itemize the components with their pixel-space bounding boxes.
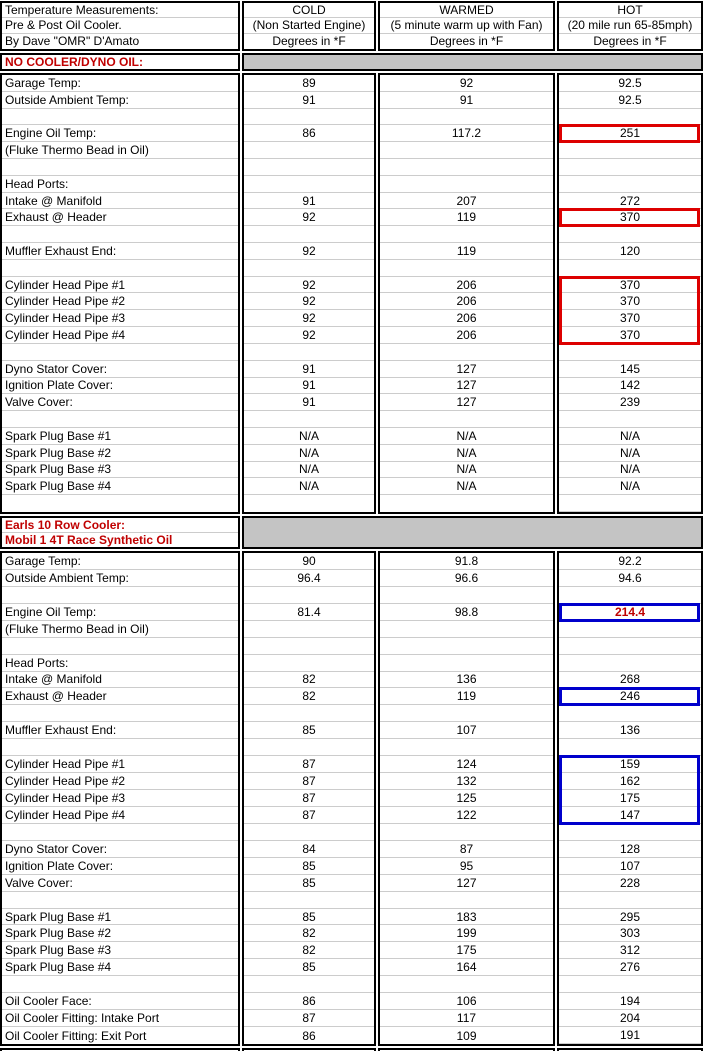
- cell-cold: [244, 976, 374, 993]
- header-title: Temperature Measurements:: [2, 3, 238, 18]
- cell-hot: 92.5: [559, 75, 701, 92]
- cell-warmed: 164: [380, 959, 553, 976]
- cell-warmed: [380, 159, 553, 176]
- cell-warmed: 207: [380, 193, 553, 210]
- row-label: Spark Plug Base #2: [2, 925, 238, 942]
- row-label: Outside Ambient Temp:: [2, 570, 238, 587]
- cell-warmed: 127: [380, 361, 553, 378]
- row-label: [2, 705, 238, 722]
- cell-hot: 295: [559, 909, 701, 926]
- col-hot-unit: Degrees in *F: [593, 34, 667, 49]
- cell-hot: 128: [559, 841, 701, 858]
- cell-warmed: N/A: [380, 445, 553, 462]
- cell-hot: [559, 621, 701, 638]
- cell-hot: 142: [559, 378, 701, 395]
- cell-hot: [559, 226, 701, 243]
- cell-warmed: 119: [380, 688, 553, 705]
- col-hot-title: HOT: [559, 3, 701, 18]
- cell-cold: 89: [244, 75, 374, 92]
- cell-hot: 312: [559, 942, 701, 959]
- cell-warmed: 119: [380, 243, 553, 260]
- cell-hot: 159: [559, 756, 701, 773]
- row-label: Oil Cooler Face:: [2, 993, 238, 1010]
- cell-cold: [244, 411, 374, 428]
- cell-hot: [559, 411, 701, 428]
- cell-cold: 92: [244, 209, 374, 226]
- cell-hot: 276: [559, 959, 701, 976]
- section-2-warmed-column: [378, 551, 555, 1046]
- row-label: Spark Plug Base #2: [2, 445, 238, 462]
- cell-hot: [559, 260, 701, 277]
- cell-cold: 91: [244, 394, 374, 411]
- row-label: (Fluke Thermo Bead in Oil): [2, 142, 238, 159]
- section-1-warmed-column: [378, 73, 555, 514]
- cell-cold: 86: [244, 125, 374, 142]
- row-label: Garage Temp:: [2, 553, 238, 570]
- cell-warmed: [380, 109, 553, 126]
- cell-warmed: 87: [380, 841, 553, 858]
- header-label-block: [0, 1, 240, 51]
- row-label: Spark Plug Base #1: [2, 909, 238, 926]
- cell-warmed: [380, 142, 553, 159]
- row-label: Oil Cooler Fitting: Exit Port: [5, 1028, 147, 1043]
- col-warmed-unit: Degrees in *F: [429, 34, 504, 49]
- cell-hot: [559, 176, 701, 193]
- cell-hot: 370: [559, 310, 701, 327]
- cell-warmed: 95: [380, 858, 553, 875]
- cell-hot: [559, 159, 701, 176]
- cell-cold: 90: [244, 553, 374, 570]
- row-label: Spark Plug Base #4: [2, 959, 238, 976]
- cell-warmed: 92: [380, 75, 553, 92]
- cell-cold: 85: [244, 875, 374, 892]
- section-2-hot-column: [557, 551, 703, 1046]
- section-title: NO COOLER/DYNO OIL:: [5, 55, 143, 69]
- cell-hot: N/A: [559, 478, 701, 495]
- col-cold-condition: (Non Started Engine): [244, 18, 374, 33]
- cell-cold: 85: [244, 909, 374, 926]
- cell-cold: N/A: [244, 462, 374, 479]
- cell-cold: 85: [244, 858, 374, 875]
- section-1-cold-column: [242, 73, 376, 514]
- section-1-label-column: [0, 73, 240, 514]
- header-col-hot: [557, 1, 703, 51]
- cell-hot: 370: [559, 277, 701, 294]
- cell-warmed: 119: [380, 209, 553, 226]
- section-1-band-fill: [242, 53, 703, 71]
- cell-cold: [244, 892, 374, 909]
- cell-warmed: [380, 824, 553, 841]
- cell-warmed: 127: [380, 394, 553, 411]
- cell-hot: 191: [559, 1027, 701, 1044]
- cell-hot: 162: [559, 773, 701, 790]
- cell-hot: 303: [559, 925, 701, 942]
- cell-warmed: N/A: [380, 478, 553, 495]
- section-1-hot-column: [557, 73, 703, 514]
- row-label: Spark Plug Base #4: [2, 478, 238, 495]
- cell-warmed: [380, 176, 553, 193]
- cell-cold: [244, 587, 374, 604]
- row-label: [2, 109, 238, 126]
- cell-cold: [244, 344, 374, 361]
- row-label: Outside Ambient Temp:: [2, 92, 238, 109]
- row-label: [2, 495, 238, 512]
- cell-warmed: [380, 226, 553, 243]
- cell-cold: 91: [244, 92, 374, 109]
- row-label: [2, 226, 238, 243]
- cell-warmed: 109: [456, 1028, 477, 1043]
- row-label: Cylinder Head Pipe #1: [2, 756, 238, 773]
- cell-hot: N/A: [559, 428, 701, 445]
- cell-hot: 370: [559, 209, 701, 226]
- cell-hot: 194: [559, 993, 701, 1010]
- cell-warmed: 206: [380, 277, 553, 294]
- cell-cold: 91: [244, 193, 374, 210]
- cell-warmed: 91: [380, 92, 553, 109]
- cell-hot: 370: [559, 293, 701, 310]
- col-hot-condition: (20 mile run 65-85mph): [559, 18, 701, 33]
- section-2-cold-column: [242, 551, 376, 1046]
- cell-hot: 147: [559, 807, 701, 824]
- cell-cold: 87: [244, 773, 374, 790]
- cell-warmed: 183: [380, 909, 553, 926]
- col-warmed-condition: (5 minute warm up with Fan): [380, 18, 553, 33]
- cell-cold: 92: [244, 277, 374, 294]
- row-label: Muffler Exhaust End:: [2, 243, 238, 260]
- cell-warmed: [380, 739, 553, 756]
- section-2-data-grid: [0, 551, 703, 1046]
- cell-warmed: [380, 344, 553, 361]
- cell-cold: 92: [244, 327, 374, 344]
- row-label: Spark Plug Base #3: [2, 462, 238, 479]
- cell-hot: [559, 587, 701, 604]
- cell-hot: 204: [559, 1010, 701, 1027]
- row-label: Ignition Plate Cover:: [2, 858, 238, 875]
- cell-cold: 85: [244, 959, 374, 976]
- cell-hot: 120: [559, 243, 701, 260]
- cell-warmed: 206: [380, 293, 553, 310]
- cell-warmed: 175: [380, 942, 553, 959]
- cell-hot: N/A: [559, 462, 701, 479]
- cell-hot: 268: [559, 672, 701, 689]
- row-label: Cylinder Head Pipe #1: [2, 277, 238, 294]
- row-label: [2, 411, 238, 428]
- cell-warmed: [380, 638, 553, 655]
- row-label: [2, 638, 238, 655]
- cell-cold: [244, 495, 374, 512]
- row-label: Cylinder Head Pipe #3: [2, 310, 238, 327]
- row-label: Engine Oil Temp:: [2, 604, 238, 621]
- cell-hot: 214.4: [559, 604, 701, 621]
- cell-warmed: N/A: [380, 428, 553, 445]
- row-label: Cylinder Head Pipe #4: [2, 327, 238, 344]
- header-col-warmed: [378, 1, 555, 51]
- row-label: Cylinder Head Pipe #3: [2, 790, 238, 807]
- row-label: [2, 344, 238, 361]
- row-label: Spark Plug Base #3: [2, 942, 238, 959]
- cell-hot: 94.6: [559, 570, 701, 587]
- cell-warmed: 117: [380, 1010, 553, 1027]
- row-label: Cylinder Head Pipe #2: [2, 293, 238, 310]
- row-label: (Fluke Thermo Bead in Oil): [2, 621, 238, 638]
- cell-warmed: 96.6: [380, 570, 553, 587]
- row-label: Garage Temp:: [2, 75, 238, 92]
- row-label: Oil Cooler Fitting: Intake Port: [2, 1010, 238, 1027]
- cell-cold: [244, 739, 374, 756]
- row-label: [2, 159, 238, 176]
- cell-warmed: [380, 705, 553, 722]
- header-subtitle: Pre & Post Oil Cooler.: [2, 18, 238, 33]
- row-label: Dyno Stator Cover:: [2, 841, 238, 858]
- cell-cold: 82: [244, 672, 374, 689]
- cell-cold: 87: [244, 1010, 374, 1027]
- row-label: Head Ports:: [2, 176, 238, 193]
- section-1-title-cell: [0, 53, 240, 71]
- cell-warmed: 206: [380, 310, 553, 327]
- cell-warmed: [380, 976, 553, 993]
- col-cold-unit: Degrees in *F: [272, 34, 346, 49]
- cell-hot: [559, 892, 701, 909]
- row-label: [2, 587, 238, 604]
- cell-cold: [244, 176, 374, 193]
- row-label: Spark Plug Base #1: [2, 428, 238, 445]
- cell-warmed: 127: [380, 875, 553, 892]
- section-2-title-band: [0, 516, 703, 549]
- row-label: [2, 976, 238, 993]
- cell-hot: [559, 705, 701, 722]
- cell-cold: 86: [302, 1028, 316, 1043]
- cell-warmed: 91.8: [380, 553, 553, 570]
- section-2-label-column: [0, 551, 240, 1046]
- row-label: Valve Cover:: [2, 394, 238, 411]
- cell-cold: 87: [244, 756, 374, 773]
- cell-warmed: 117.2: [380, 125, 553, 142]
- cell-hot: N/A: [559, 445, 701, 462]
- cell-cold: [244, 260, 374, 277]
- section-2-band-fill: [242, 516, 703, 549]
- cell-hot: [559, 142, 701, 159]
- cell-warmed: 124: [380, 756, 553, 773]
- cell-hot: 92.5: [559, 92, 701, 109]
- cell-warmed: [380, 655, 553, 672]
- cell-hot: [559, 495, 701, 512]
- row-label: Engine Oil Temp:: [2, 125, 238, 142]
- section-title: Mobil 1 4T Race Synthetic Oil: [5, 532, 173, 547]
- section-1-title-band: [0, 53, 703, 71]
- cell-warmed: 132: [380, 773, 553, 790]
- row-label: Cylinder Head Pipe #2: [2, 773, 238, 790]
- cell-hot: [559, 109, 701, 126]
- cell-warmed: 125: [380, 790, 553, 807]
- cell-hot: 272: [559, 193, 701, 210]
- cell-warmed: 106: [380, 993, 553, 1010]
- cell-warmed: 206: [380, 327, 553, 344]
- cell-cold: 92: [244, 243, 374, 260]
- row-label: Valve Cover:: [2, 875, 238, 892]
- cell-cold: [244, 159, 374, 176]
- cell-warmed: [380, 587, 553, 604]
- cell-hot: 145: [559, 361, 701, 378]
- cell-cold: [244, 705, 374, 722]
- cell-cold: [244, 655, 374, 672]
- cell-cold: N/A: [244, 478, 374, 495]
- cell-warmed: 107: [380, 722, 553, 739]
- cell-hot: 136: [559, 722, 701, 739]
- cell-hot: [559, 976, 701, 993]
- cell-hot: 107: [559, 858, 701, 875]
- cell-cold: 86: [244, 993, 374, 1010]
- cell-cold: 82: [244, 942, 374, 959]
- cell-cold: 85: [244, 722, 374, 739]
- row-label: [2, 892, 238, 909]
- cell-warmed: [380, 260, 553, 277]
- cell-cold: 91: [244, 378, 374, 395]
- cell-cold: [244, 824, 374, 841]
- section-2-title-cell: [0, 516, 240, 549]
- cell-hot: [559, 655, 701, 672]
- cell-cold: N/A: [244, 445, 374, 462]
- row-label: Ignition Plate Cover:: [2, 378, 238, 395]
- cell-cold: 87: [244, 790, 374, 807]
- cell-warmed: 199: [380, 925, 553, 942]
- cell-cold: [244, 638, 374, 655]
- cell-cold: 91: [244, 361, 374, 378]
- cell-hot: [559, 344, 701, 361]
- cell-cold: 84: [244, 841, 374, 858]
- row-label: Exhaust @ Header: [2, 209, 238, 226]
- row-label: [2, 260, 238, 277]
- cell-hot: 175: [559, 790, 701, 807]
- row-label: Exhaust @ Header: [2, 688, 238, 705]
- cell-cold: 82: [244, 688, 374, 705]
- cell-warmed: 122: [380, 807, 553, 824]
- row-label: Intake @ Manifold: [2, 672, 238, 689]
- row-label: Dyno Stator Cover:: [2, 361, 238, 378]
- header-author: By Dave "OMR" D'Amato: [5, 34, 140, 49]
- row-label: Cylinder Head Pipe #4: [2, 807, 238, 824]
- cell-hot: 92.2: [559, 553, 701, 570]
- row-label: [2, 739, 238, 756]
- cell-hot: 251: [559, 125, 701, 142]
- row-label: Intake @ Manifold: [2, 193, 238, 210]
- cell-cold: 81.4: [244, 604, 374, 621]
- cell-hot: 370: [559, 327, 701, 344]
- cell-cold: N/A: [244, 428, 374, 445]
- cell-hot: [559, 824, 701, 841]
- cell-warmed: 127: [380, 378, 553, 395]
- section-title: Earls 10 Row Cooler:: [2, 518, 238, 533]
- row-label: Muffler Exhaust End:: [2, 722, 238, 739]
- cell-cold: [244, 621, 374, 638]
- cell-cold: 92: [244, 293, 374, 310]
- cell-cold: 87: [244, 807, 374, 824]
- col-warmed-title: WARMED: [380, 3, 553, 18]
- row-label: Head Ports:: [2, 655, 238, 672]
- cell-warmed: N/A: [380, 462, 553, 479]
- cell-cold: 82: [244, 925, 374, 942]
- cell-warmed: [380, 892, 553, 909]
- col-cold-title: COLD: [244, 3, 374, 18]
- section-1-data-grid: [0, 73, 703, 514]
- cell-cold: 96.4: [244, 570, 374, 587]
- row-label: [2, 824, 238, 841]
- header-col-cold: [242, 1, 376, 51]
- table-header: [0, 1, 703, 51]
- cell-hot: 228: [559, 875, 701, 892]
- cell-hot: [559, 739, 701, 756]
- cell-hot: [559, 638, 701, 655]
- cell-warmed: [380, 411, 553, 428]
- cell-hot: 246: [559, 688, 701, 705]
- cell-warmed: [380, 621, 553, 638]
- cell-cold: [244, 142, 374, 159]
- cell-cold: 92: [244, 310, 374, 327]
- cell-cold: [244, 226, 374, 243]
- cell-warmed: 98.8: [380, 604, 553, 621]
- cell-warmed: [380, 495, 553, 512]
- cell-cold: [244, 109, 374, 126]
- cell-hot: 239: [559, 394, 701, 411]
- cell-warmed: 136: [380, 672, 553, 689]
